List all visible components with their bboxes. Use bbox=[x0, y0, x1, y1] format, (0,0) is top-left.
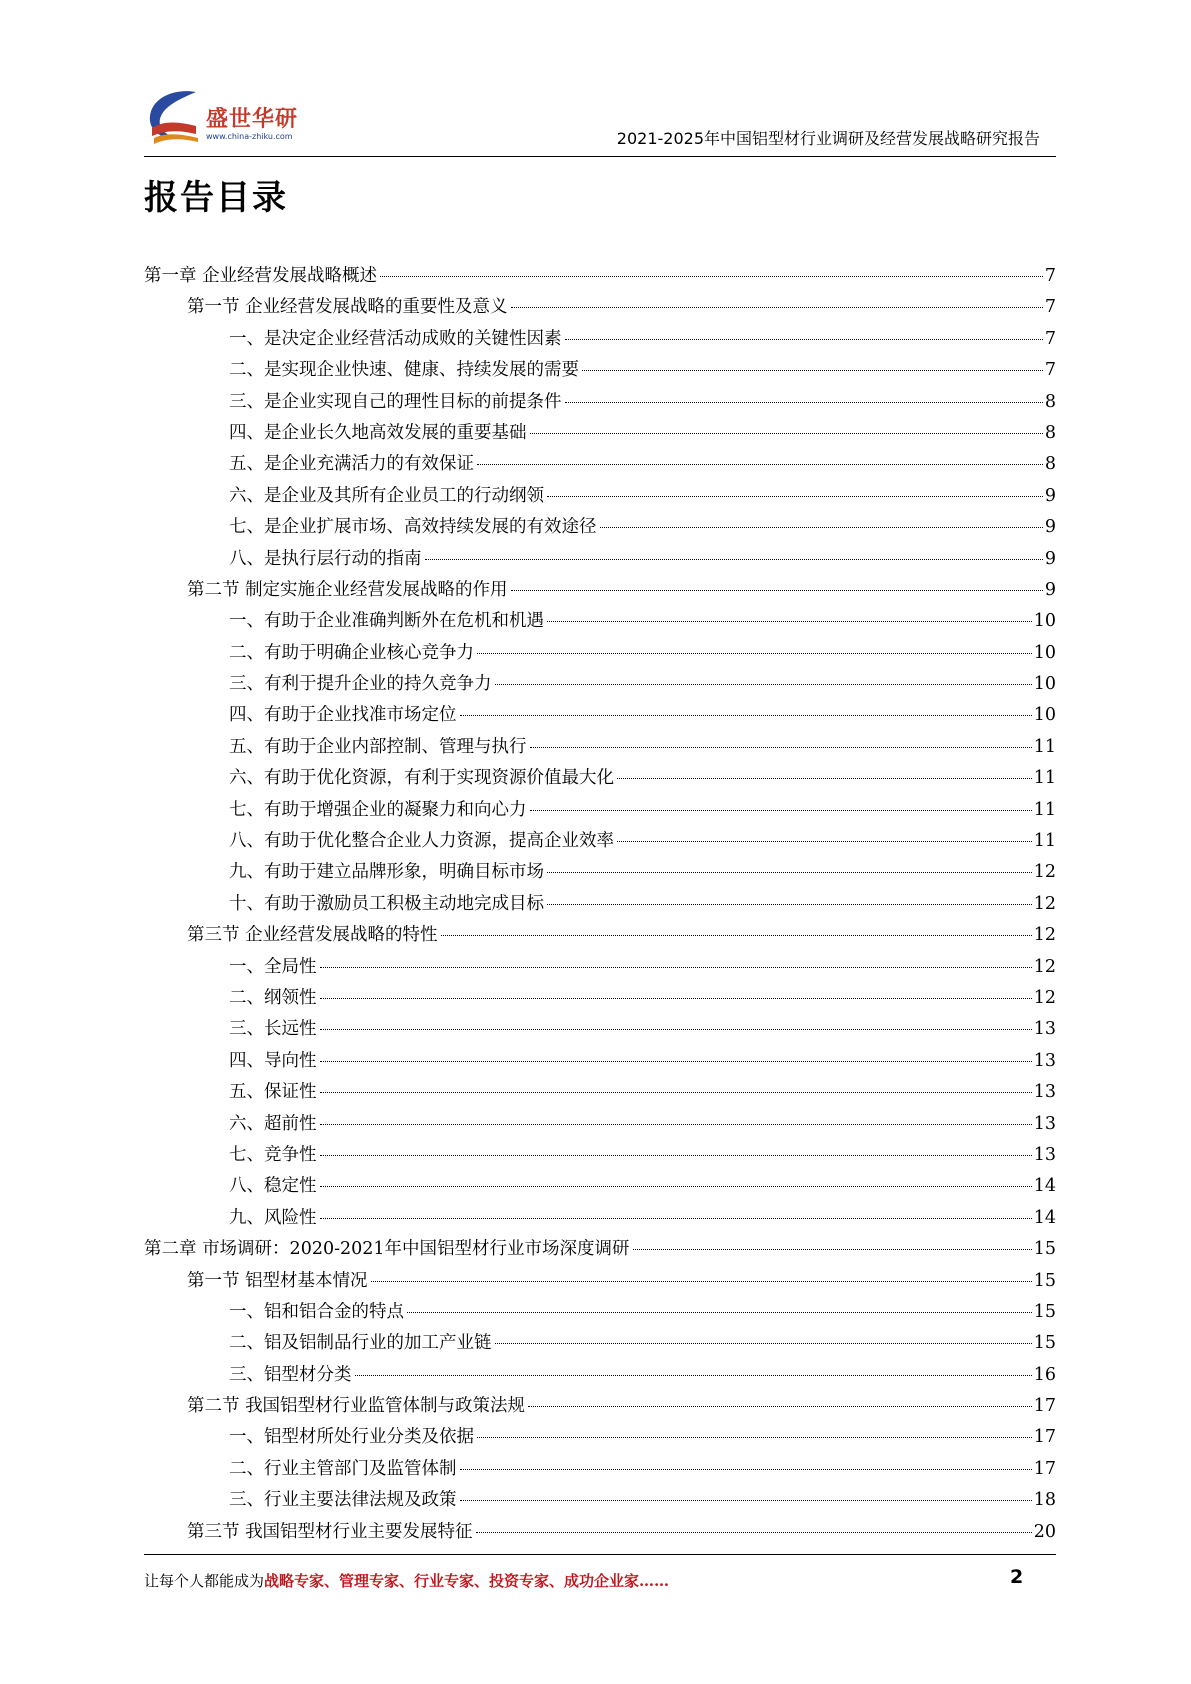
toc-dot-leader bbox=[582, 370, 1043, 371]
toc-entry-page: 13 bbox=[1033, 1113, 1056, 1134]
toc-entry[interactable] bbox=[144, 481, 1056, 512]
toc-dot-leader bbox=[565, 402, 1043, 403]
toc-entry[interactable] bbox=[144, 1014, 1056, 1045]
toc-entry-page: 9 bbox=[1044, 579, 1056, 600]
toc-dot-leader bbox=[495, 684, 1032, 685]
toc-entry-page: 11 bbox=[1033, 799, 1056, 820]
toc-entry-page: 15 bbox=[1033, 1270, 1056, 1291]
toc-dot-leader bbox=[547, 621, 1032, 622]
toc-entry-title: 三、铝型材分类 bbox=[229, 1364, 352, 1385]
toc-entry[interactable] bbox=[144, 952, 1056, 983]
toc-entry-page: 13 bbox=[1033, 1144, 1056, 1165]
toc-entry[interactable] bbox=[144, 418, 1056, 449]
toc-entry[interactable] bbox=[144, 1077, 1056, 1108]
logo-url: www.china-zhiku.com bbox=[206, 132, 293, 141]
toc-entry-title: 八、有助于优化整合企业人力资源，提高企业效率 bbox=[229, 831, 614, 852]
toc-entry-page: 12 bbox=[1033, 987, 1056, 1008]
footer-slogan-prefix: 让每个人都能成为 bbox=[144, 1572, 265, 1590]
toc-entry-page: 14 bbox=[1033, 1176, 1056, 1197]
toc-entry-title: 二、行业主管部门及监管体制 bbox=[229, 1458, 457, 1479]
toc-entry-title: 二、有助于明确企业核心竞争力 bbox=[229, 642, 474, 663]
toc-entry[interactable] bbox=[144, 920, 1056, 951]
toc-dot-leader bbox=[528, 1406, 1032, 1407]
toc-dot-leader bbox=[320, 1124, 1032, 1125]
toc-entry[interactable] bbox=[144, 512, 1056, 543]
toc-entry[interactable] bbox=[144, 1234, 1056, 1265]
page-header bbox=[144, 82, 1056, 156]
toc-entry-page: 8 bbox=[1044, 454, 1056, 475]
logo-emblem-icon bbox=[144, 86, 206, 146]
toc-entry[interactable] bbox=[144, 1360, 1056, 1391]
toc-entry-page: 15 bbox=[1033, 1239, 1056, 1260]
toc-entry[interactable] bbox=[144, 732, 1056, 763]
toc-entry-title: 七、竞争性 bbox=[229, 1144, 317, 1165]
toc-entry[interactable] bbox=[144, 795, 1056, 826]
toc-entry[interactable] bbox=[144, 575, 1056, 606]
toc-dot-leader bbox=[511, 590, 1043, 591]
toc-dot-leader bbox=[547, 496, 1043, 497]
toc-entry[interactable] bbox=[144, 1391, 1056, 1422]
toc-entry[interactable] bbox=[144, 1266, 1056, 1297]
footer-slogan bbox=[144, 1570, 669, 1591]
toc-entry-page: 7 bbox=[1044, 266, 1056, 286]
toc-entry[interactable] bbox=[144, 1140, 1056, 1171]
toc-entry[interactable] bbox=[144, 355, 1056, 386]
toc-dot-leader bbox=[380, 276, 1043, 277]
toc-entry-title: 八、稳定性 bbox=[229, 1176, 317, 1197]
toc-dot-leader bbox=[547, 872, 1032, 873]
toc-entry-page: 12 bbox=[1033, 862, 1056, 883]
toc-dot-leader bbox=[320, 967, 1032, 968]
toc-entry-title: 第一节 铝型材基本情况 bbox=[187, 1270, 368, 1291]
toc-entry-title: 第一节 企业经营发展战略的重要性及意义 bbox=[187, 297, 508, 318]
toc-entry-page: 8 bbox=[1044, 391, 1056, 412]
toc-dot-leader bbox=[371, 1281, 1032, 1282]
toc-entry-title: 一、铝型材所处行业分类及依据 bbox=[229, 1427, 474, 1448]
page-number: 2 bbox=[1010, 1566, 1024, 1588]
toc-entry-title: 八、是执行层行动的指南 bbox=[229, 548, 422, 569]
toc-dot-leader bbox=[320, 998, 1032, 999]
toc-entry[interactable] bbox=[144, 544, 1056, 575]
toc-entry-title: 七、有助于增强企业的凝聚力和向心力 bbox=[229, 799, 527, 820]
toc-entry-page: 7 bbox=[1044, 297, 1056, 318]
toc-entry-page: 10 bbox=[1033, 674, 1056, 695]
toc-dot-leader bbox=[547, 904, 1032, 905]
toc-entry[interactable] bbox=[144, 1203, 1056, 1234]
toc-dot-leader bbox=[460, 1500, 1032, 1501]
toc-entry-title: 七、是企业扩展市场、高效持续发展的有效途径 bbox=[229, 517, 597, 538]
toc-entry-title: 三、是企业实现自己的理性目标的前提条件 bbox=[229, 391, 562, 412]
toc-dot-leader bbox=[320, 1092, 1032, 1093]
toc-entry[interactable] bbox=[144, 261, 1056, 292]
toc-dot-leader bbox=[407, 1312, 1032, 1313]
page-title: 报告目录 bbox=[144, 178, 288, 218]
logo-name: 盛世华研 bbox=[206, 107, 299, 132]
toc-entry[interactable] bbox=[144, 1454, 1056, 1485]
toc-entry-page: 13 bbox=[1033, 1082, 1056, 1103]
toc-entry-page: 11 bbox=[1033, 736, 1056, 757]
toc-entry-page: 7 bbox=[1044, 360, 1056, 381]
toc-dot-leader bbox=[320, 1218, 1032, 1219]
toc-entry-page: 14 bbox=[1033, 1207, 1056, 1228]
toc-entry-title: 第三节 我国铝型材行业主要发展特征 bbox=[187, 1521, 473, 1542]
toc-entry[interactable] bbox=[144, 1485, 1056, 1516]
toc-entry-title: 六、超前性 bbox=[229, 1113, 317, 1134]
toc-entry[interactable] bbox=[144, 324, 1056, 355]
toc-entry-title: 四、是企业长久地高效发展的重要基础 bbox=[229, 422, 527, 443]
toc-entry-page: 13 bbox=[1033, 1019, 1056, 1040]
toc-entry-title: 一、有助于企业准确判断外在危机和机遇 bbox=[229, 611, 544, 632]
toc-dot-leader bbox=[441, 935, 1032, 936]
toc-dot-leader bbox=[460, 1469, 1032, 1470]
toc-entry-title: 四、有助于企业找准市场定位 bbox=[229, 705, 457, 726]
toc-entry[interactable] bbox=[144, 763, 1056, 794]
toc-entry-title: 五、是企业充满活力的有效保证 bbox=[229, 454, 474, 475]
toc-dot-leader bbox=[600, 527, 1043, 528]
toc-entry-title: 九、有助于建立品牌形象，明确目标市场 bbox=[229, 862, 544, 883]
toc-entry[interactable] bbox=[144, 983, 1056, 1014]
toc-entry-title: 一、全局性 bbox=[229, 956, 317, 977]
toc-entry-title: 六、有助于优化资源，有利于实现资源价值最大化 bbox=[229, 768, 614, 789]
document-title: 2021-2025年中国铝型材行业调研及经营发展战略研究报告 bbox=[616, 129, 1040, 148]
toc-dot-leader bbox=[460, 715, 1032, 716]
toc-entry-page: 9 bbox=[1044, 548, 1056, 569]
toc-entry[interactable] bbox=[144, 669, 1056, 700]
toc-entry[interactable] bbox=[144, 638, 1056, 669]
toc-dot-leader bbox=[511, 307, 1043, 308]
toc-entry[interactable] bbox=[144, 1171, 1056, 1202]
toc-entry-page: 16 bbox=[1033, 1364, 1056, 1385]
toc-dot-leader bbox=[565, 339, 1043, 340]
toc-entry-title: 二、纲领性 bbox=[229, 987, 317, 1008]
toc-dot-leader bbox=[617, 778, 1032, 779]
toc-dot-leader bbox=[320, 1029, 1032, 1030]
toc-entry-title: 四、导向性 bbox=[229, 1050, 317, 1071]
footer-slogan-roles: 战略专家、管理专家、行业专家、投资专家、成功企业家…… bbox=[264, 1572, 670, 1590]
toc-entry[interactable] bbox=[144, 606, 1056, 637]
company-logo bbox=[144, 82, 324, 148]
toc-entry-page: 15 bbox=[1033, 1333, 1056, 1354]
toc-entry[interactable] bbox=[144, 449, 1056, 480]
toc-entry-title: 第一章 企业经营发展战略概述 bbox=[144, 266, 378, 286]
toc-entry[interactable] bbox=[144, 1109, 1056, 1140]
toc-entry-title: 第二节 我国铝型材行业监管体制与政策法规 bbox=[187, 1396, 526, 1417]
toc-entry-title: 一、是决定企业经营活动成败的关键性因素 bbox=[229, 328, 562, 349]
toc-dot-leader bbox=[530, 433, 1043, 434]
toc-entry-title: 一、铝和铝合金的特点 bbox=[229, 1301, 404, 1322]
toc-entry-title: 三、有利于提升企业的持久竞争力 bbox=[229, 674, 492, 695]
toc-entry-title: 三、行业主要法律法规及政策 bbox=[229, 1490, 457, 1511]
toc-entry-title: 三、长远性 bbox=[229, 1019, 317, 1040]
toc-entry[interactable] bbox=[144, 1422, 1056, 1453]
toc-dot-leader bbox=[617, 841, 1032, 842]
toc-entry[interactable] bbox=[144, 857, 1056, 888]
toc-entry[interactable] bbox=[144, 1297, 1056, 1328]
toc-dot-leader bbox=[477, 653, 1032, 654]
toc-entry-page: 20 bbox=[1033, 1521, 1056, 1542]
toc-entry[interactable] bbox=[144, 387, 1056, 418]
toc-entry-page: 11 bbox=[1033, 831, 1056, 852]
toc-entry-page: 17 bbox=[1033, 1427, 1056, 1448]
toc-dot-leader bbox=[355, 1375, 1032, 1376]
toc-entry-page: 11 bbox=[1033, 768, 1056, 789]
toc-entry-page: 17 bbox=[1033, 1396, 1056, 1417]
toc-entry-title: 六、是企业及其所有企业员工的行动纲领 bbox=[229, 485, 544, 506]
toc-entry[interactable] bbox=[144, 1328, 1056, 1359]
toc-dot-leader bbox=[477, 1437, 1032, 1438]
toc-dot-leader bbox=[633, 1249, 1032, 1250]
toc-entry[interactable] bbox=[144, 700, 1056, 731]
toc-dot-leader bbox=[476, 1532, 1032, 1533]
header-divider bbox=[144, 156, 1056, 157]
toc-entry-title: 十、有助于激励员工积极主动地完成目标 bbox=[229, 893, 544, 914]
toc-entry-page: 15 bbox=[1033, 1301, 1056, 1322]
toc-entry-title: 五、有助于企业内部控制、管理与执行 bbox=[229, 736, 527, 757]
toc-dot-leader bbox=[425, 559, 1043, 560]
toc-entry-page: 13 bbox=[1033, 1050, 1056, 1071]
toc-entry-title: 二、铝及铝制品行业的加工产业链 bbox=[229, 1333, 492, 1354]
toc-entry[interactable] bbox=[144, 826, 1056, 857]
toc-dot-leader bbox=[320, 1061, 1032, 1062]
toc-entry[interactable] bbox=[144, 292, 1056, 323]
toc-entry[interactable] bbox=[144, 1517, 1056, 1548]
toc-entry-title: 九、风险性 bbox=[229, 1207, 317, 1228]
toc-entry-page: 10 bbox=[1033, 611, 1056, 632]
toc-entry-page: 10 bbox=[1033, 705, 1056, 726]
toc-entry[interactable] bbox=[144, 1046, 1056, 1077]
toc-entry-title: 二、是实现企业快速、健康、持续发展的需要 bbox=[229, 360, 579, 381]
toc-entry-title: 五、保证性 bbox=[229, 1082, 317, 1103]
toc-dot-leader bbox=[320, 1186, 1032, 1187]
toc-entry-page: 12 bbox=[1033, 956, 1056, 977]
toc-entry-page: 10 bbox=[1033, 642, 1056, 663]
toc-dot-leader bbox=[477, 464, 1043, 465]
toc-dot-leader bbox=[530, 810, 1032, 811]
toc-entry[interactable] bbox=[144, 889, 1056, 920]
toc-entry-page: 18 bbox=[1033, 1490, 1056, 1511]
table-of-contents bbox=[144, 261, 1056, 1548]
toc-entry-page: 12 bbox=[1033, 893, 1056, 914]
toc-dot-leader bbox=[530, 747, 1032, 748]
toc-entry-page: 12 bbox=[1033, 925, 1056, 946]
toc-dot-leader bbox=[320, 1155, 1032, 1156]
toc-dot-leader bbox=[495, 1343, 1032, 1344]
toc-entry-title: 第三节 企业经营发展战略的特性 bbox=[187, 925, 438, 946]
toc-entry-title: 第二节 制定实施企业经营发展战略的作用 bbox=[187, 579, 508, 600]
toc-entry-page: 17 bbox=[1033, 1458, 1056, 1479]
toc-entry-page: 8 bbox=[1044, 422, 1056, 443]
toc-entry-title: 第二章 市场调研：2020-2021年中国铝型材行业市场深度调研 bbox=[144, 1239, 630, 1260]
footer-divider bbox=[144, 1554, 1056, 1555]
toc-entry-page: 9 bbox=[1044, 485, 1056, 506]
toc-entry-page: 9 bbox=[1044, 517, 1056, 538]
toc-entry-page: 7 bbox=[1044, 328, 1056, 349]
